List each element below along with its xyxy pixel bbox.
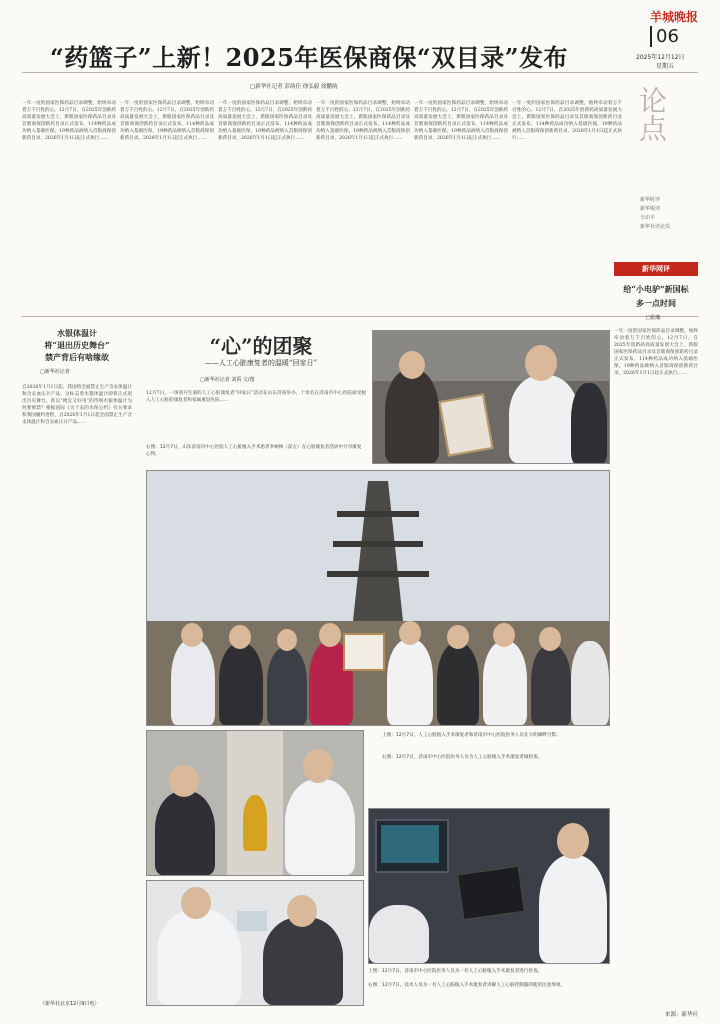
caption-bottom-2: 右图：12月7日，技术人员为一名人工心脏植入手术康复者讲解人工心脏控制器的使用注意事项。 — [368, 983, 566, 988]
photo-doctor-drawing — [372, 330, 610, 464]
lead-column-2: 一年一度的国家医保药品目录调整，始终牵动着万千百姓的心。12月7日，在2025年创新药高质量发展大会上，新版国家医保药品目录及首版商保创新药目录正式发布，114种药品成功纳入基础医保，19种药品被纳入首版商保创新药目录，2026年1月1日起正式执行…… — [120, 101, 214, 141]
side-byline: □新华社记者 — [40, 369, 70, 375]
side-headline-2: 将“退出历史舞台” — [44, 340, 110, 350]
lead-column-6: 一年一度的国家医保药品目录调整，始终牵动着万千百姓的心。12月7日，在2025年创新药高质量发展大会上，新版国家医保药品目录及首版商保创新药目录正式发布，114种药品成功纳入基础医保，19种药品被纳入首版商保创新药目录，2026年1月1日起正式执行…… — [512, 101, 622, 141]
section-rule — [22, 316, 698, 317]
section-tag: 新华网评 — [614, 262, 698, 276]
feature-title: “心”的团聚 — [209, 334, 313, 358]
column-link-3[interactable]: 辛识平 — [640, 215, 656, 221]
masthead-logo: 羊城晚报 — [649, 10, 698, 24]
side-headline-1: 水银体温计 — [57, 328, 97, 338]
feature-body: 12月7日，一场别开生面的人工心脏康复者“回家日”活动在山东济南举办，十余名在济南市中心医院接受植入人工心脏的康复者和家属重返医院…… — [146, 391, 366, 403]
caption-group: 上图：12月7日，人工心脏植入手术康复者和济南市中心医院医务人员在大明湖畔合影。 — [382, 733, 561, 738]
feature-subtitle: ——人工心脏康复者的温暖“回家日” — [204, 359, 318, 367]
issue-date: 2025年12月12日 — [636, 54, 685, 61]
lead-column-5: 一年一度的国家医保药品目录调整，始终牵动着万千百姓的心。12月7日，在2025年创新药高质量发展大会上，新版国家医保药品目录及首版商保创新药目录正式发布，114种药品成功纳入基础医保，19种药品被纳入首版商保创新药目录，2026年1月1日起正式执行…… — [414, 101, 508, 141]
main-headline: “药篮子”上新！2025年医保商保“双目录”发布 — [50, 43, 569, 72]
photo-group-pagoda — [146, 470, 610, 726]
caption-top: 右图：12月7日，山东济南市中心医院人工心脏植入手术患者李树林（前左）在心脏康复者活动中分享康复心得。 — [146, 445, 362, 457]
photo-controller-explain — [368, 808, 610, 964]
side-headline-3: 禁产背后有啥缘故 — [45, 352, 109, 362]
column-link-1[interactable]: 新华时评 — [640, 197, 661, 203]
footer-source: 来源：新华社 — [664, 1012, 698, 1018]
caption-bottom: 上图：12月7日，济南市中心医院医务人员为一名人工心脏植入手术康复者进行检查。 — [368, 969, 543, 974]
column-links — [640, 196, 700, 232]
issue-weekday: 星期五 — [656, 63, 675, 70]
column-link-4[interactable]: 新华社评论员 — [640, 224, 671, 230]
column-title: 论点 — [635, 86, 668, 142]
opinion-body: 一年一度的国家医保药品目录调整，始终牵动着万千百姓的心。12月7日，在2025年创新药高质量发展大会上，新版国家医保药品目录及首版商保创新药目录正式发布，114种药品成功纳入基础医保，19种药品被纳入首版商保创新药目录，2026年1月1日起正式执行…… — [614, 329, 698, 376]
main-byline: □新华社记者 彭韵佳 徐弘毅 徐鹏航 — [250, 84, 338, 90]
page-number: 06 — [650, 26, 679, 47]
photo-elderly-checkup — [146, 880, 364, 1006]
photo-corridor-checkup — [146, 730, 364, 876]
column-link-2[interactable]: 新华锐评 — [640, 206, 661, 212]
lead-column-3: 一年一度的国家医保药品目录调整，始终牵动着万千百姓的心。12月7日，在2025年创新药高质量发展大会上，新版国家医保药品目录及首版商保创新药目录正式发布，114种药品成功纳入基础医保，19种药品被纳入首版商保创新药目录，2026年1月1日起正式执行…… — [218, 101, 312, 141]
opinion-title-2: 多一点时间 — [636, 298, 676, 308]
feature-byline: □新华社记者 刘禹 文/图 — [200, 377, 255, 383]
caption-checkup: 右图：12月7日，济南市中心医院医务人员为人工心脏植入手术康复者做检查。 — [382, 755, 543, 760]
side-source: （新华社北京12月9日电） — [40, 1001, 100, 1007]
opinion-byline: □陆胤 — [646, 315, 661, 321]
side-body: 自2026年1月1日起，我国将全面禁止生产含汞体温计和含汞血压计产品，这标志着水银体温计即将正式退出历史舞台。曾以“便宜又好用”的传统水银体温计为何要被禁？根据国际《关于汞的水俣公约》有关要求和我国履约进程，自2026年1月1日起全面禁止生产含汞体温计和含汞血压计产品…… — [22, 385, 132, 425]
opinion-title-1: 给“小电驴”新国标 — [623, 284, 689, 294]
lead-column-1: 一年一度的国家医保药品目录调整，始终牵动着万千百姓的心。12月7日，在2025年创新药高质量发展大会上，新版国家医保药品目录及首版商保创新药目录正式发布，114种药品成功纳入基础医保，19种药品被纳入首版商保创新药目录，2026年1月1日起正式执行…… — [22, 101, 116, 141]
lead-column-4: 一年一度的国家医保药品目录调整，始终牵动着万千百姓的心。12月7日，在2025年创新药高质量发展大会上，新版国家医保药品目录及首版商保创新药目录正式发布，114种药品成功纳入基础医保，19种药品被纳入首版商保创新药目录，2026年1月1日起正式执行…… — [316, 101, 410, 141]
